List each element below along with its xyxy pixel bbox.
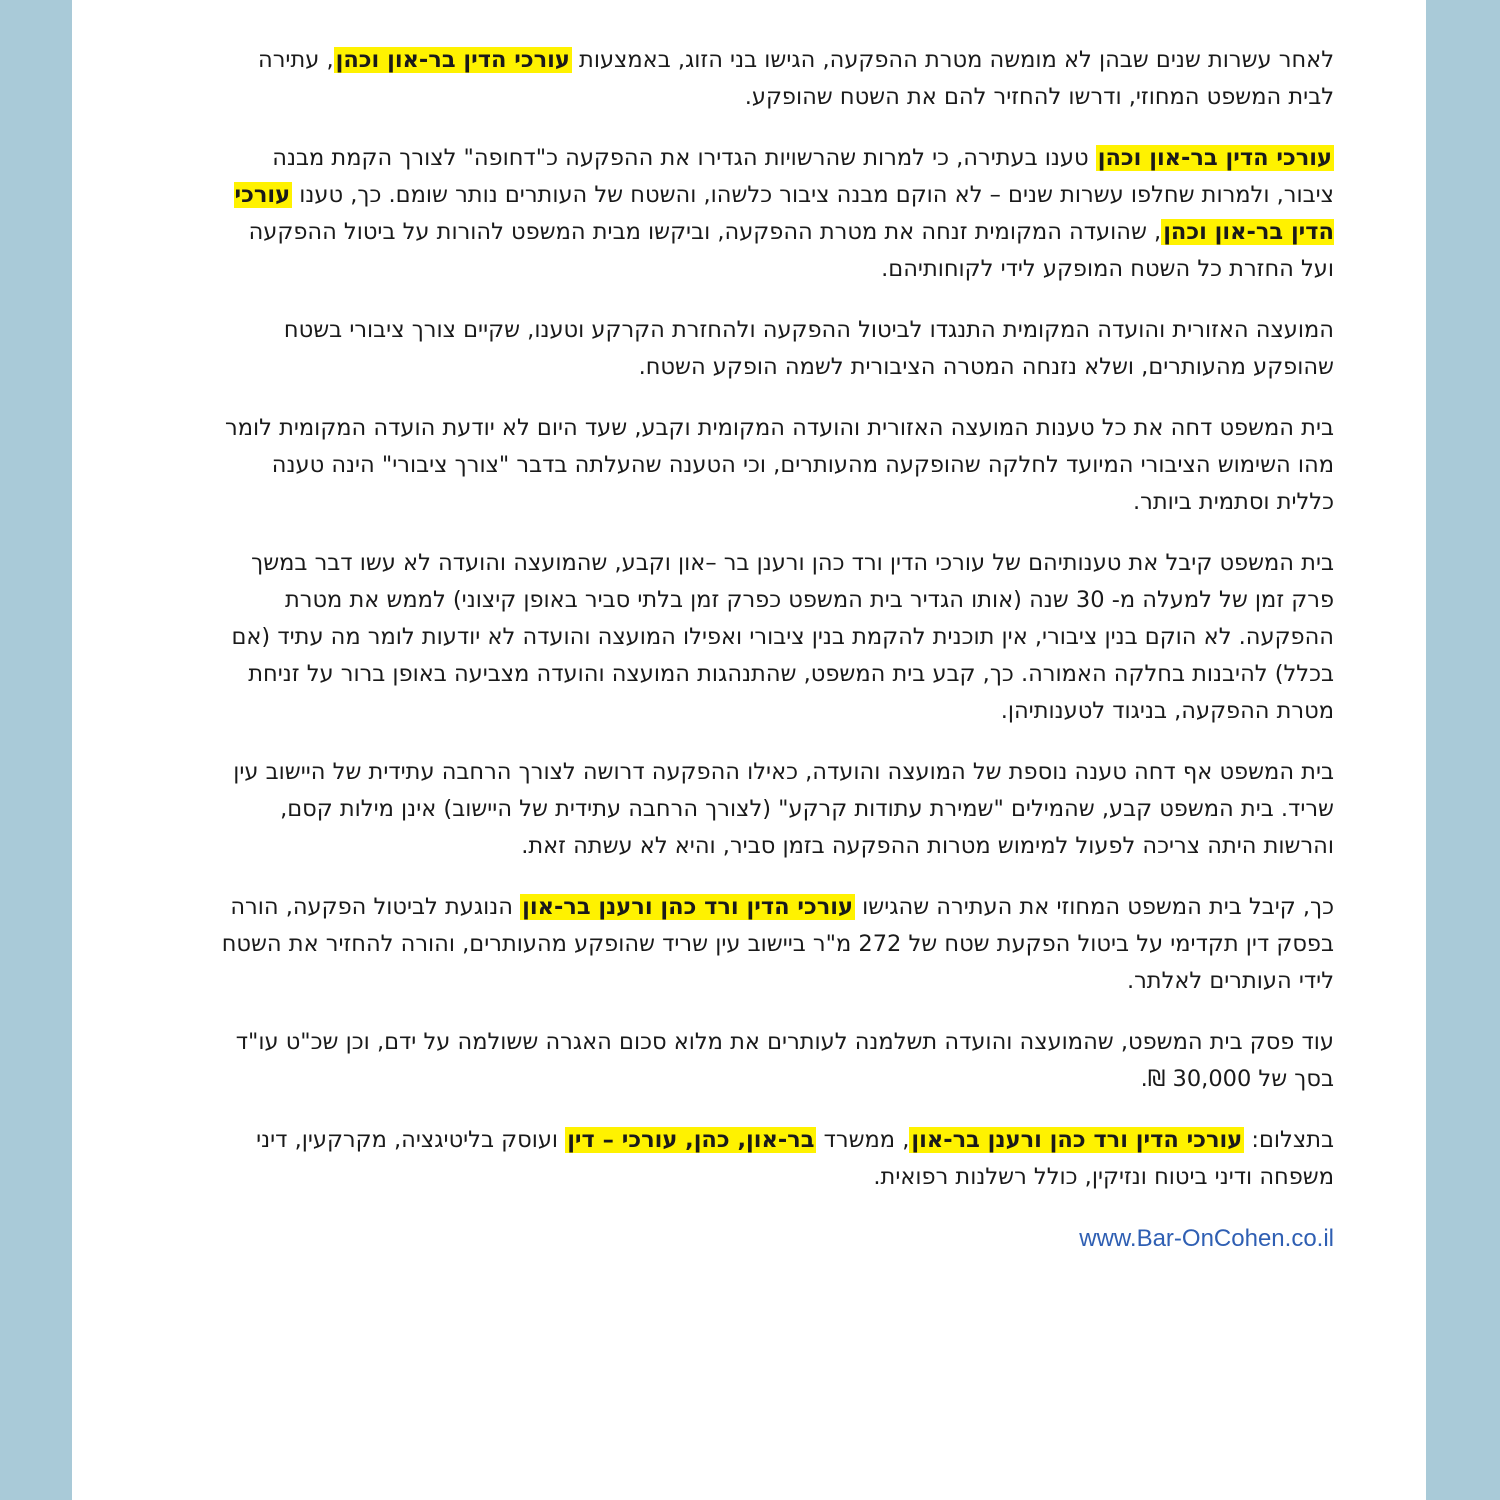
paragraph-text: כך, קיבל בית המשפט המחוזי את העתירה שהגישו: [854, 894, 1334, 920]
paragraph-text: , שהועדה המקומית זנחה את מטרת ההפקעה, וביקשו מבית המשפט להורות על ביטול ההפקעה ועל החזרת כל השטח המופקע לידי לקוחותיהם.: [248, 219, 1334, 282]
paragraph: [212, 754, 1334, 865]
paragraph: [212, 1024, 1334, 1098]
highlighted-text: עורכי הדין בר-און וכהן: [234, 182, 1334, 245]
paragraph-text: לאחר עשרות שנים שבהן לא מומשה מטרת ההפקעה, הגישו בני הזוג, באמצעות: [571, 47, 1334, 73]
paragraph: [212, 545, 1334, 730]
paragraph-text: עוד פסק בית המשפט, שהמועצה והועדה תשלמנה לעותרים את מלוא סכום האגרה ששולמה על ידם, וכן שכ"ט עו"ד בסך של 30,000 ₪.: [235, 1029, 1334, 1092]
website-link[interactable]: www.Bar-OnCohen.co.il: [1079, 1225, 1334, 1252]
highlighted-text: עורכי הדין בר-און וכהן: [1097, 145, 1332, 171]
highlighted-text: עורכי הדין בר-און וכהן: [335, 47, 570, 73]
paragraph-text: , ממשרד: [816, 1127, 910, 1153]
paragraph: [212, 1122, 1334, 1196]
paragraph-text: הנוגעת לביטול הפקעה, הורה בפסק דין תקדימי על ביטול הפקעת שטח של 272 מ"ר ביישוב עין שריד שהופקע מהעותרים, והורה להחזיר את השטח לידי העותרים לאלתר.: [221, 894, 1334, 994]
highlighted-text: בר-און, כהן, עורכי – דין: [567, 1127, 815, 1153]
paragraph-text: , עתירה לבית המשפט המחוזי, ודרשו להחזיר להם את השטח שהופקע.: [258, 47, 1334, 110]
document-page: [72, 0, 1426, 1500]
paragraph-text: המועצה האזורית והועדה המקומית התנגדו לביטול ההפקעה ולהחזרת הקרקע וטענו, שקיים צורך ציבורי בשטח שהופקע מהעותרים, ושלא נזנחה המטרה הציבורית לשמה הופקע השטח.: [283, 317, 1334, 380]
highlighted-text: עורכי הדין ורד כהן ורענן בר-און: [522, 894, 853, 920]
paragraph: [212, 42, 1334, 116]
paragraph-text: בית המשפט קיבל את טענותיהם של עורכי הדין ורד כהן ורענן בר –און וקבע, שהמועצה והועדה לא עשו דבר במשך פרק זמן של למעלה מ- 30 שנה (אותו הגדיר בית המשפט כפרק זמן בלתי סביר באופן קיצוני) לממש את מטרת ההפקעה. לא הוקם בנין ציבורי, אין תוכנית להקמת בנין ציבורי ואפילו המועצה והועדה לא יודעות לומר מה עתיד (אם בכלל) להיבנות בחלקה האמורה. כך, קבע בית המשפט, שהתנהגות המועצה והועדה מצביעה באופן ברור על זניחת מטרת ההפקעה, בניגוד לטענותיהן.: [231, 550, 1334, 724]
paragraph-text: טענו בעתירה, כי למרות שהרשויות הגדירו את ההפקעה כ"דחופה" לצורך הקמת מבנה ציבור, ולמרות שחלפו עשרות שנים – לא הוקם מבנה ציבור כלשהו, והשטח של העותרים נותר שומם. כך, טענו: [272, 145, 1334, 208]
paragraph: [212, 140, 1334, 288]
article-body: [212, 42, 1334, 1257]
paragraph-text: בתצלום:: [1244, 1127, 1334, 1153]
paragraph-text: בית המשפט אף דחה טענה נוספת של המועצה והועדה, כאילו ההפקעה דרושה לצורך הרחבה עתידית של היישוב עין שריד. בית המשפט קבע, שהמילים "שמירת עתודות קרקע" (לצורך הרחבה עתידית של היישוב) אינן מילות קסם, והרשות היתה צריכה לפעול למימוש מטרות ההפקעה בזמן סביר, והיא לא עשתה זאת.: [233, 759, 1334, 859]
highlighted-text: עורכי הדין ורד כהן ורענן בר-און: [911, 1127, 1243, 1153]
paragraph: [212, 410, 1334, 521]
paragraph-text: בית המשפט דחה את כל טענות המועצה האזורית והועדה המקומית וקבע, שעד היום לא יודעת הועדה המקומית לומר מהו השימוש הציבורי המיועד לחלקה שהופקעה מהעותרים, וכי הטענה שהעלתה בדבר "צורך ציבורי" הינה טענה כללית וסתמית ביותר.: [225, 415, 1334, 515]
paragraph-text: ועוסק בליטיגציה, מקרקעין, דיני משפחה ודיני ביטוח ונזיקין, כולל רשלנות רפואית.: [256, 1127, 1334, 1190]
paragraphs: [212, 42, 1334, 1196]
paragraph: [212, 312, 1334, 386]
paragraph: [212, 889, 1334, 1000]
